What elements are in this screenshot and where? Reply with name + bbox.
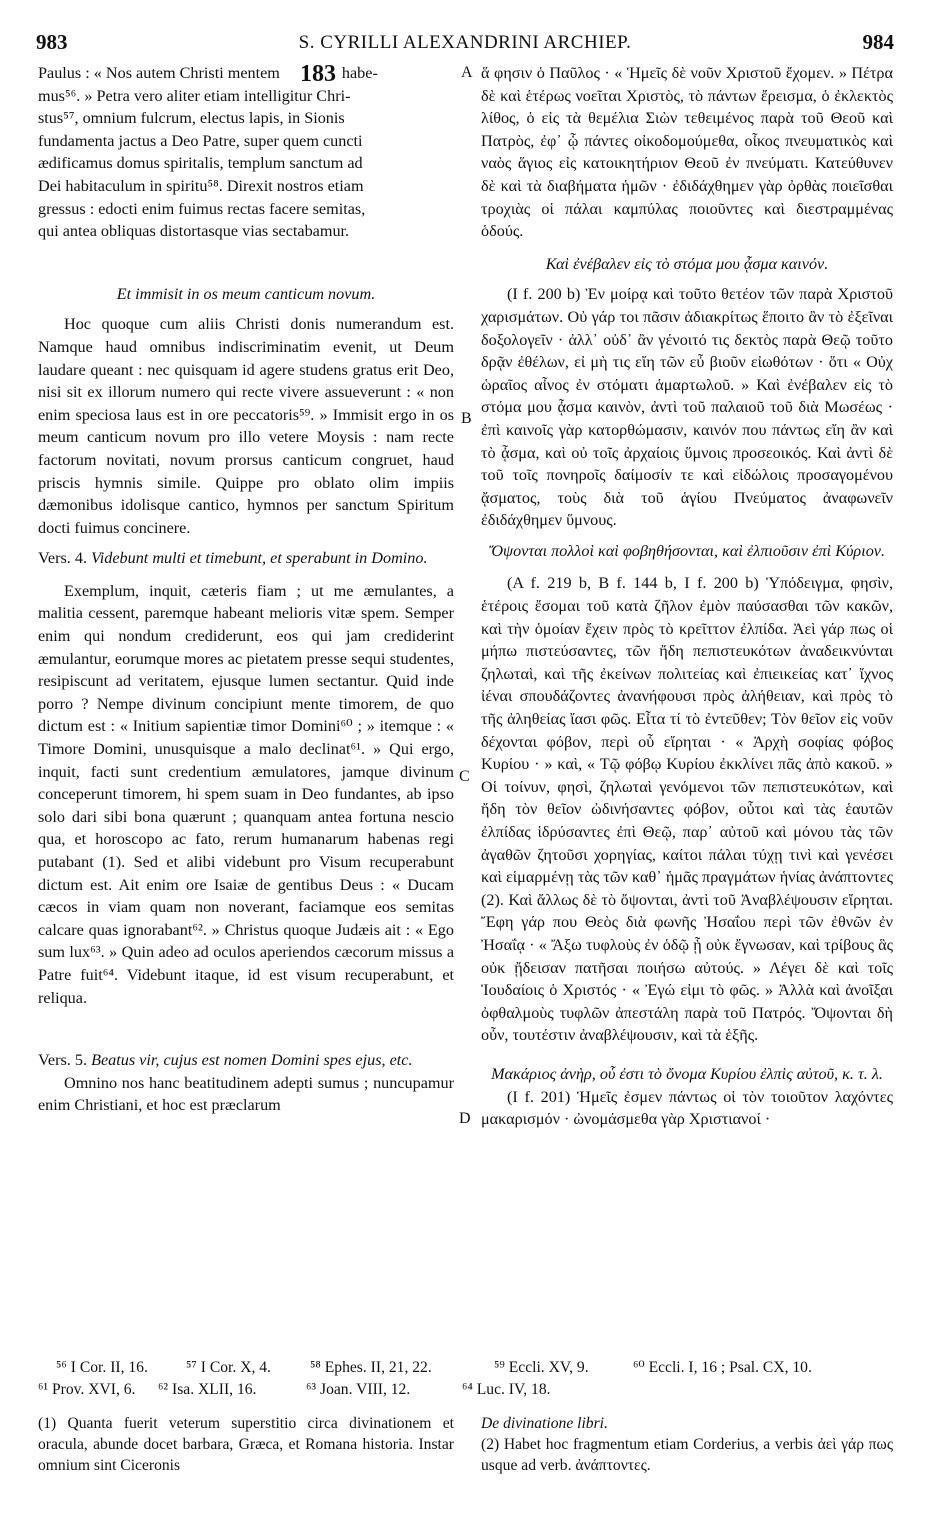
greek-lemma-1: Καὶ ἐνέβαλεν εἰς τὸ στόμα μου ᾆσμα καινόν. bbox=[545, 254, 829, 273]
greek-paragraph-1: ἅ φησιν ὁ Παῦλος · « Ἡμεῖς δὲ νοῦν Χριστοῦ ἔχομεν. » Πέτρα δὲ καὶ ἑτέρως νοεῖται Χριστὸς, τὸ πάντων ἔρεισμα, ὁ ἐκλεκτὸς λίθος, ὁ εἰς τὰ θεμέλια Σιὼν τεθειμένος παρὰ τοῦ Θεοῦ καὶ Πατρὸς, ἐφ᾽ ᾧ πάντες οἰκοδομούμεθα, οἶκος πνευματικὸς καὶ ναὸς ἅγιος εἰς κατοικητήριον Θεοῦ ἐν πνεύματι. Κατεύθυνεν δὲ καὶ τὰ διαβήματα ἡμῶν · ἐδιδάχθημεν γὰρ ὀρθὰς ποιεῖσθαι τροχιὰς οἱ πάλαι καμπύλας ποιοῦντες καὶ διεστραμμένας ὁδούς. bbox=[481, 64, 893, 241]
scripture-note: ⁵⁹ Eccli. XV, 9. bbox=[494, 1359, 589, 1376]
left-page-number: 983 bbox=[36, 30, 68, 54]
scripture-notes-row-1 bbox=[38, 1357, 893, 1379]
greek-column bbox=[481, 62, 893, 1131]
running-title: S. CYRILLI ALEXANDRINI ARCHIEP. bbox=[298, 32, 632, 53]
scripture-note: ⁶² Isa. XLII, 16. bbox=[158, 1381, 257, 1398]
scripture-note: ⁶¹ Prov. XVI, 6. bbox=[38, 1381, 136, 1398]
column-number: 183 bbox=[300, 61, 336, 87]
footnote-1-continued bbox=[481, 1413, 893, 1434]
footnote-1: (1) Quanta fuerit veterum superstitio circa divinationem et oracula, abunde docet barbara, Græca, et Romana historia. Instar omnium sint Ciceronis bbox=[38, 1415, 454, 1474]
footnote-left bbox=[38, 1413, 454, 1476]
margin-letter-b: B bbox=[461, 410, 472, 427]
footnote-2: (2) Habet hoc fragmentum etiam Corderius, a verbis ἀεὶ γάρ πως usque ad verb. ἀνάπτοντες. bbox=[481, 1436, 893, 1474]
latin-line-1b: habe- bbox=[341, 64, 378, 82]
verse-5-label: Vers. 5. bbox=[38, 1051, 88, 1070]
scripture-note: ⁵⁷ I Cor. X, 4. bbox=[186, 1359, 271, 1376]
right-page-number: 984 bbox=[862, 30, 894, 54]
latin-line-1 bbox=[38, 62, 454, 85]
latin-verse-4 bbox=[38, 547, 454, 570]
latin-verse-5 bbox=[38, 1049, 454, 1072]
latin-line-5: ædificamus domus spiritalis, templum sanctum ad bbox=[38, 154, 363, 173]
latin-line-6: Dei habitaculum in spiritu⁵⁸. Direxit nostros etiam bbox=[38, 176, 364, 195]
latin-lemma-1: Et immisit in os meum canticum novum. bbox=[116, 284, 376, 303]
verse-5-text: Beatus vir, cujus est nomen Domini spes ejus, etc. bbox=[91, 1051, 413, 1070]
latin-line-3: stus⁵⁷, omnium fulcrum, electus lapis, in Sionis bbox=[38, 109, 345, 128]
margin-letter-c: C bbox=[459, 768, 470, 785]
greek-lemma-3: Μακάριος ἀνὴρ, οὗ ἐστι τὸ ὄνομα Κυρίου ἐλπὶς αὐτοῦ, κ. τ. λ. bbox=[491, 1064, 883, 1083]
scripture-note: ⁵⁸ Ephes. II, 21, 22. bbox=[310, 1359, 432, 1376]
greek-lemma-2: Ὄψονται πολλοὶ καὶ φοβηθήσονται, καὶ ἐλπιοῦσιν ἐπὶ Κύριον. bbox=[488, 541, 886, 560]
latin-paragraph-2: Hoc quoque cum aliis Christi donis numerandum est. Namque haud omnibus indiscriminatim evenit, ut Deum laudare queant : nec quisquam id agere studens gratus erit Deo, nisi sit ex illorum numero qui recte vivere assueverunt : « non enim speciosa laus est in ore peccatoris⁵⁹. » Immisit ergo in os meum canticum novum pro illo vetere Moysis : nam recte factorum novitati, novum prorsus canticum congruet, haud priscis hymnis simile. Quippe pro oblato olim impiis dæmonibus idolisque cantico, hymnos per sanctum Spiritum docti fuimus concinere. bbox=[38, 315, 454, 537]
verse-4-text: Videbunt multi et timebunt, et sperabunt in Domino. bbox=[91, 549, 428, 568]
scripture-notes-row-2 bbox=[38, 1379, 893, 1401]
page-header bbox=[36, 30, 894, 58]
greek-paragraph-2: (I f. 200 b) Ἐν μοίρᾳ καὶ τοῦτο θετέον τῶν παρὰ Χριστοῦ χαρισμάτων. Οὐ γάρ τοι πᾶσιν ἀδιακρίτως ἕποιτο ἂν τὸ ἐξεῖναι δοξολογεῖν · ἀλλ᾽ οὐδ᾽ ἂν γένοιτό τις δεκτὸς παρὰ Θεῷ τοῦτο δρᾷν ἐθέλων, εἰ μὴ τις εἴη τῶν εὖ βιοῦν εἰωθότων · ὅτι « Οὐχ ὡραῖος αἶνος ἐν στόματι ἁμαρτωλοῦ. » Καὶ ἐνέβαλεν εἰς τὸ στόμα μου ᾆσμα καινὸν, ἀντὶ τοῦ παλαιοῦ τοῦ διὰ Μωσέως · ἐπὶ καινοῖς γὰρ κατορθώμασιν, καινόν που πάντως εἴη ἂν καὶ τὸ ᾆσμα, καὶ οὐ τοῖς ἀρχαίοις ὕμνοις προσεοικός. Καὶ ἀντὶ δὲ τοῦ τοῖς πονηροῖς δαίμοσίν τε καὶ εἰδώλοις προσαγομένου ᾄσματος, τοὺς διὰ τοῦ ἁγίου Πνεύματος ἀναφωνεῖν ἐδιδάχθημεν ὕμνους. bbox=[481, 285, 893, 530]
scripture-note: ⁵⁶ I Cor. II, 16. bbox=[56, 1359, 148, 1376]
latin-line-8: qui antea obliquas distortasque vias sectabamur. bbox=[38, 222, 350, 241]
scripture-note: ⁶⁴ Luc. IV, 18. bbox=[462, 1381, 551, 1398]
latin-paragraph-3: Exemplum, inquit, cæteris fiam ; ut me æmulantes, a malitia cessent, paremque habeant melioris vitæ spem. Semper enim qui nondum crediderunt, eos qui jam crediderint æmulantur, eorumque mores ac pietatem presse sequi studentes, resipiscunt ad veritatem, ejusque lumen sectantur. Quid inde porro ? Nempe divinum concipiunt mente timorem, de quo dictum est : « Initium sapientiæ timor Domini⁶⁰ ; » itemque : « Timore Domini, unusquisque a malo declinat⁶¹. » Qui ergo, inquit, facti sunt credentium æmulatores, jamque divinum conceperunt timorem, hi spem suam in Deo fundantes, ab ipso solo dari sibi bona quærunt ; quanquam antea fortuna nescio qua, et horoscopo ac fato, rerum humanarum habenas regi putabant (1). Sed et alibi videbunt pro Visum recuperabunt dictum est. Ait enim ore Isaiæ de gentibus Deus : « Ducam cæcos in viam quam non noverant, faciamque eos semitas calcare quas ignorabant⁶². » Christus quoque Judæis ait : « Ego sum lux⁶³. » Quin adeo ad oculos aperiendos cæcorum missus a Patre fuit⁶⁴. Videbunt itaque, id est visum recuperabunt, et reliqua. bbox=[38, 581, 454, 1007]
margin-letter-d: D bbox=[459, 1110, 471, 1127]
latin-column bbox=[38, 62, 454, 1117]
latin-line-2: mus⁵⁶. » Petra vero aliter etiam intelligitur Chri- bbox=[38, 86, 351, 105]
scripture-note: ⁶⁰ Eccli. I, 16 ; Psal. CX, 10. bbox=[633, 1359, 812, 1376]
latin-paragraph-4: Omnino nos hanc beatitudinem adepti sumus ; nuncupamur enim Christiani, et hoc est præclarum bbox=[38, 1073, 454, 1115]
margin-letter-a: A bbox=[461, 64, 473, 81]
greek-paragraph-3: (A f. 219 b, B f. 144 b, I f. 200 b) Ὑπόδειγμα, φησὶν, ἑτέροις ἔσομαι τοῦ κατὰ ζῆλον ἐμὸν παύσασθαι τῶν κακῶν, καὶ τὴν ὁμοίαν ἔχειν πρὸς τὸ κρεῖττον ἐλπίδα. Ἀεὶ γάρ πως οἱ μήπω πιστεύσαντες, τῶν ἤδη πεπιστευκότων ἀναδεικνύνται ζηλωταὶ, καὶ τῆς ἐκείνων πολιτείας καὶ ἐπιεικείας κατ᾽ ἴχνος ἰέναι σπουδάζοντες ἀνανήφουσι πρὸς ἀλήθειαν, καὶ πρὸς τὸ τῆς ἀληθείας ἴασι φῶς. Εἶτα τί τὸ ἐντεῦθεν; Τὸν θεῖον εἰς νοῦν δέχονται φόβον, περὶ οὗ εἴρηται · « Ἀρχὴ σοφίας φόβος Κυρίου · » καὶ, « Τῷ φόβῳ Κυρίου ἐκκλίνει πᾶς ἀπὸ κακοῦ. » Οἱ τοίνυν, φησὶ, ζηλωταὶ γενόμενοι τῶν πεπιστευκότων, καὶ ἤδη τὸν θεῖον ὠδινήσαντες φόβον, οὗτοι καὶ τὰς ἑαυτῶν ἐλπίδας ἱδρύσαντες ἐπὶ Θεῷ, παρ᾽ αὐτοῦ καὶ μόνου τὰς τῶν ἀγαθῶν ζητοῦσι χορηγίας, καίτοι πάλαι τύχῃ τινὶ καὶ γενέσει καὶ εἱμαρμένῃ τὰς τῶν καθ᾽ ἡμᾶς πραγμάτων ἡνίας ἀνάπτοντες (2). Καὶ ἄλλως δὲ τὸ ὄψονται, ἀντὶ τοῦ Ἀναβλέψουσιν εἴρηται. Ἔφη γάρ που Θεὸς διὰ φωνῆς Ἠσαΐου περὶ τῶν ἐθνῶν ἐν Ἠσαΐᾳ · « Ἄξω τυφλοὺς ἐν ὁδῷ ᾗ οὐκ ἔγνωσαν, καὶ τρίβους ἃς οὐκ ᾔδεισαν πατῆσαι ποιήσω αὐτούς. » Λέγει δὲ καὶ τοῖς Ἰουδαίοις ὁ Χριστός · « Ἐγώ εἰμι τὸ φῶς. » Ἀλλὰ καὶ ἀνοῖξαι ὀφθαλμοὺς τυφλῶν ἀπεστάλη παρὰ τοῦ Πατρός. Ὄψονται δὴ οὖν, τουτέστιν ἀναβλέψουσιν, καὶ τὰ ἑξῆς. bbox=[481, 574, 893, 1045]
latin-line-1a: Paulus : « Nos autem Christi mentem bbox=[38, 64, 280, 82]
latin-line-7: gressus : edocti enim fuimus rectas facere semitas, bbox=[38, 199, 366, 218]
latin-line-4: fundamenta jactus a Deo Patre, super quem cuncti bbox=[38, 131, 363, 150]
footnote-1-cont-text: De divinatione libri. bbox=[481, 1415, 608, 1432]
scripture-note: ⁶³ Joan. VIII, 12. bbox=[306, 1381, 411, 1398]
scripture-notes bbox=[38, 1357, 893, 1401]
greek-paragraph-4: (I f. 201) Ἡμεῖς ἐσμεν πάντως οἱ τὸν τοιοῦτον λαχόντες μακαρισμόν · ὠνομάσμεθα γὰρ Χριστιανοί · bbox=[481, 1087, 893, 1129]
footnote-right bbox=[481, 1413, 893, 1476]
verse-4-label: Vers. 4. bbox=[38, 549, 88, 568]
